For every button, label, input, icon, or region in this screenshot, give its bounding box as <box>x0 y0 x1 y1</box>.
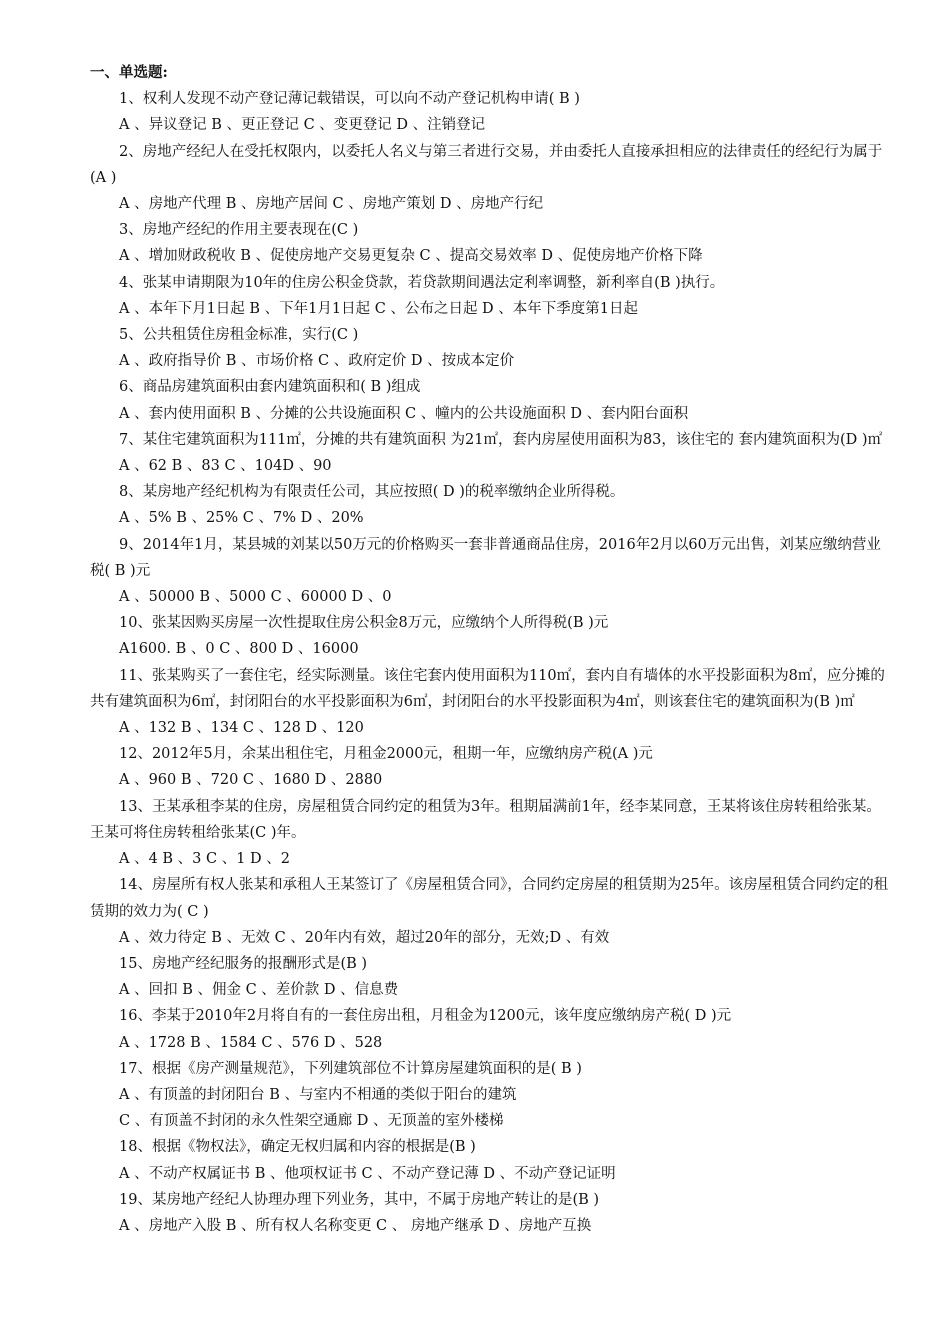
question-block <box>90 217 890 269</box>
answer-options: A 、4 B 、3 C 、1 D 、2 <box>119 851 291 868</box>
answer-options: A 、有顶盖的封闭阳台 B 、与室内不相通的类似于阳台的建筑 <box>119 1086 517 1103</box>
question-text: 11、张某购买了一套住宅，经实际测量。该住宅套内使用面积为110㎡，套内自有墙体的水平投影面积为8㎡，应分摊的共有建筑面积为6㎡，封闭阳台的水平投影面积为6㎡，封闭阳台的水平投影面积为4㎡，则该套住宅的建筑面积为(B )㎡ <box>90 667 885 710</box>
question-text: 12、2012年5月，余某出租住宅，月租金2000元，租期一年，应缴纳房产税(A )元 <box>119 746 653 763</box>
question-text: 14、房屋所有权人张某和承租人王某签订了《房屋租赁合同》，合同约定房屋的租赁期为25年。该房屋租赁合同约定的租赁期的效力为( C ) <box>90 877 889 920</box>
question-block <box>90 1134 890 1186</box>
answer-options: A 、效力待定 B 、无效 C 、20年内有效，超过20年的部分，无效;D 、有效 <box>119 929 610 946</box>
answer-options: A 、套内使用面积 B 、分摊的公共设施面积 C 、幢内的公共设施面积 D 、套内阳台面积 <box>119 405 689 422</box>
answer-options: A 、1728 B 、1584 C 、576 D 、528 <box>119 1034 383 1051</box>
question-block <box>90 610 890 662</box>
question-block <box>90 1187 890 1239</box>
question-text: 4、张某申请期限为10年的住房公积金贷款，若贷款期间遇法定利率调整，新利率自(B )执行。 <box>119 274 725 291</box>
answer-options: A 、132 B 、134 C 、128 D 、120 <box>119 720 364 737</box>
answer-options: A 、5% B 、25% C 、7% D 、20% <box>119 510 364 527</box>
answer-options: A1600. B 、0 C 、800 D 、16000 <box>119 641 359 658</box>
question-block <box>90 951 890 1003</box>
answer-options: A 、960 B 、720 C 、1680 D 、2880 <box>119 772 383 789</box>
question-text: 13、王某承租李某的住房，房屋租赁合同约定的租赁为3年。租期届满前1年，经李某同意，王某将该住房转租给张某。王某可将住房转租给张某(C )年。 <box>90 798 881 841</box>
question-block <box>90 741 890 793</box>
question-text: 18、根据《物权法》，确定无权归属和内容的根据是(B ) <box>119 1139 476 1156</box>
question-block <box>90 427 890 479</box>
question-list <box>90 86 890 1239</box>
answer-options: A 、异议登记 B 、更正登记 C 、变更登记 D 、注销登记 <box>119 117 486 134</box>
question-block <box>90 663 890 742</box>
question-text: 6、商品房建筑面积由套内建筑面积和( B )组成 <box>119 379 421 396</box>
question-block <box>90 1003 890 1055</box>
question-block <box>90 322 890 374</box>
question-text: 19、某房地产经纪人协理办理下列业务，其中，不属于房地产转让的是(B ) <box>119 1191 600 1208</box>
section-heading: 一、单选题: <box>90 64 168 81</box>
question-block <box>90 479 890 531</box>
question-text: 8、某房地产经纪机构为有限责任公司，其应按照( D )的税率缴纳企业所得税。 <box>119 484 625 501</box>
answer-options: A 、房地产入股 B 、所有权人名称变更 C 、 房地产继承 D 、房地产互换 <box>119 1217 592 1234</box>
answer-options: A 、62 B 、83 C 、104D 、90 <box>119 458 332 475</box>
answer-options: A 、增加财政税收 B 、促使房地产交易更复杂 C 、提高交易效率 D 、促使房地产价格下降 <box>119 248 703 265</box>
question-block <box>90 139 890 218</box>
question-block <box>90 872 890 951</box>
answer-options: A 、房地产代理 B 、房地产居间 C 、房地产策划 D 、房地产行纪 <box>119 196 544 213</box>
answer-options: A 、回扣 B 、佣金 C 、差价款 D 、信息费 <box>119 982 399 999</box>
document-page <box>90 60 890 1239</box>
answer-options: A 、50000 B 、5000 C 、60000 D 、0 <box>119 589 392 606</box>
question-block <box>90 532 890 611</box>
question-text: 10、张某因购买房屋一次性提取住房公积金8万元，应缴纳个人所得税(B )元 <box>119 615 609 632</box>
question-text: 5、公共租赁住房租金标准，实行(C ) <box>119 327 359 344</box>
question-block <box>90 794 890 873</box>
question-text: 15、房地产经纪服务的报酬形式是(B ) <box>119 955 368 972</box>
answer-options: A 、本年下月1日起 B 、下年1月1日起 C 、公布之日起 D 、本年下季度第1日起 <box>119 300 639 317</box>
question-block <box>90 86 890 138</box>
question-text: 1、权利人发现不动产登记薄记载错误，可以向不动产登记机构申请( B ) <box>119 91 580 108</box>
question-block <box>90 1056 890 1135</box>
question-text: 3、房地产经纪的作用主要表现在(C ) <box>119 222 359 239</box>
question-block <box>90 270 890 322</box>
question-text: 16、李某于2010年2月将自有的一套住房出租，月租金为1200元，该年度应缴纳房产税( D )元 <box>119 1008 732 1025</box>
answer-options: C 、有顶盖不封闭的永久性架空通廊 D 、无顶盖的室外楼梯 <box>119 1113 504 1130</box>
question-text: 2、房地产经纪人在受托权限内，以委托人名义与第三者进行交易，并由委托人直接承担相应的法律责任的经纪行为属于(A ) <box>90 143 883 186</box>
answer-options: A 、政府指导价 B 、市场价格 C 、政府定价 D 、按成本定价 <box>119 353 515 370</box>
question-text: 9、2014年1月，某县城的刘某以50万元的价格购买一套非普通商品住房，2016年2月以60万元出售，刘某应缴纳营业税( B )元 <box>90 536 881 579</box>
question-block <box>90 374 890 426</box>
question-text: 7、某住宅建筑面积为111㎡，分摊的共有建筑面积 为21㎡，套内房屋使用面积为83，该住宅的 套内建筑面积为(D )㎡ <box>119 431 883 448</box>
answer-options: A 、不动产权属证书 B 、他项权证书 C 、不动产登记薄 D 、不动产登记证明 <box>119 1165 616 1182</box>
question-text: 17、根据《房产测量规范》，下列建筑部位不计算房屋建筑面积的是( B ) <box>119 1060 582 1077</box>
